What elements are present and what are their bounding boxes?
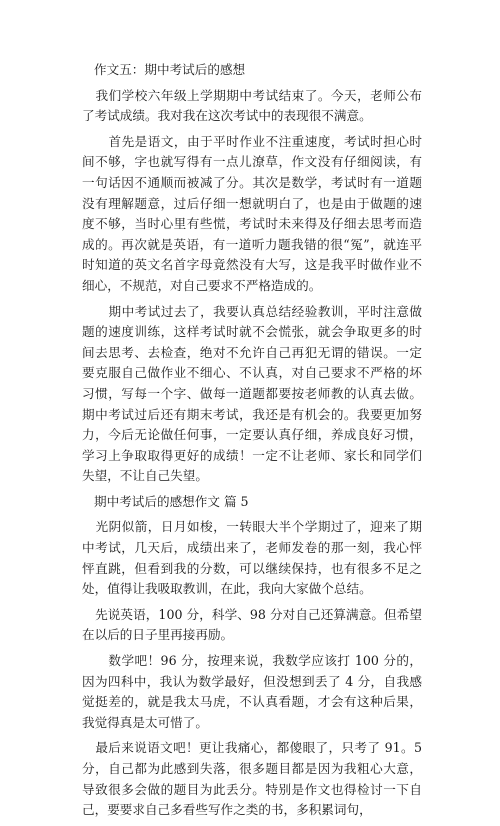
section-title: 期中考试后的感想作文 篇 5 — [94, 493, 249, 509]
paragraph-3-text: 期中考试过去了，我要认真总结经验教训，平时注意做题的速度训练，这样考试时就不会慌张，就会争取更多的时间去思考、去检查，绝对不允许自己再犯无谓的错误。一定要克服自己做作业不细心、不认真，对自己要求不严格的坏习惯，写每一个字、做每一道题都要按老师教的认真去做。期中考试过后还有期末考试，我还是有机会的。我要更加努力，今后无论做任何事，一定要认真仔细，养成良好习惯，学习上争取取得更好的成绩！一定不让老师、家长和同学们失望，不让自己失望。 — [82, 303, 422, 484]
section-paragraph-2 — [82, 605, 422, 646]
paragraph-2 — [82, 132, 422, 297]
section-paragraph-3 — [82, 651, 422, 733]
section-paragraph-2-text: 先说英语，100 分，科学、98 分对自己还算满意。但希望在以后的日子里再接再励。 — [82, 606, 422, 643]
document-page — [82, 60, 422, 826]
section-paragraph-4-text: 最后来说语文吧！更让我痛心，都傻眼了，只考了 91。5 分，自己都为此感到失落，很多题目都是因为我粗心大意，导致很多会做的题目为此丢分。特别是作文也得检讨一下自己，要要求自己多看些写作之类的书，多积累词句， — [82, 740, 422, 818]
paragraph-1 — [82, 86, 422, 127]
section-paragraph-3-text: 数学吧！96 分，按理来说，我数学应该打 100 分的，因为四科中，我认为数学最好，但没想到丢了 4 分，自我感觉挺差的，就是我太马虎，不认真看题，才会有这种后果，我觉得真是太可惜了。 — [82, 653, 422, 730]
paragraph-1-text: 我们学校六年级上学期期中考试结束了。今天，老师公布了考试成绩。我对我在这次考试中的表现很不满意。 — [82, 87, 422, 124]
section-paragraph-1 — [82, 517, 422, 599]
section-paragraph-4 — [82, 738, 422, 820]
essay-title: 作文五：期中考试后的感想 — [94, 62, 246, 77]
section-paragraph-1-text: 光阴似箭，日月如梭，一转眼大半个学期过了，迎来了期中考试，几天后，成绩出来了，老师发卷的那一刻，我心怦怦直跳，但看到我的分数，可以继续保持，也有很多不足之处，值得让我吸取教训，在此，我向大家做个总结。 — [82, 519, 422, 597]
paragraph-2-text: 首先是语文，由于平时作业不注重速度，考试时担心时间不够，字也就写得有一点儿潦草，作文没有仔细阅读，有一句话因不通顺而被减了分。其次是数学，考试时有一道题没有理解题意，过后仔细一想就明白了，也是由于做题的速度不够，当时心里有些慌，考试时未来得及仔细去思考而造成的。再次就是英语，有一道听力题我错的很“冤”，就连平时知道的英文名首字母竟然没有大写，这是我平时做作业不细心，不规范，对自己要求不严格造成的。 — [82, 133, 422, 293]
paragraph-3 — [82, 302, 422, 487]
